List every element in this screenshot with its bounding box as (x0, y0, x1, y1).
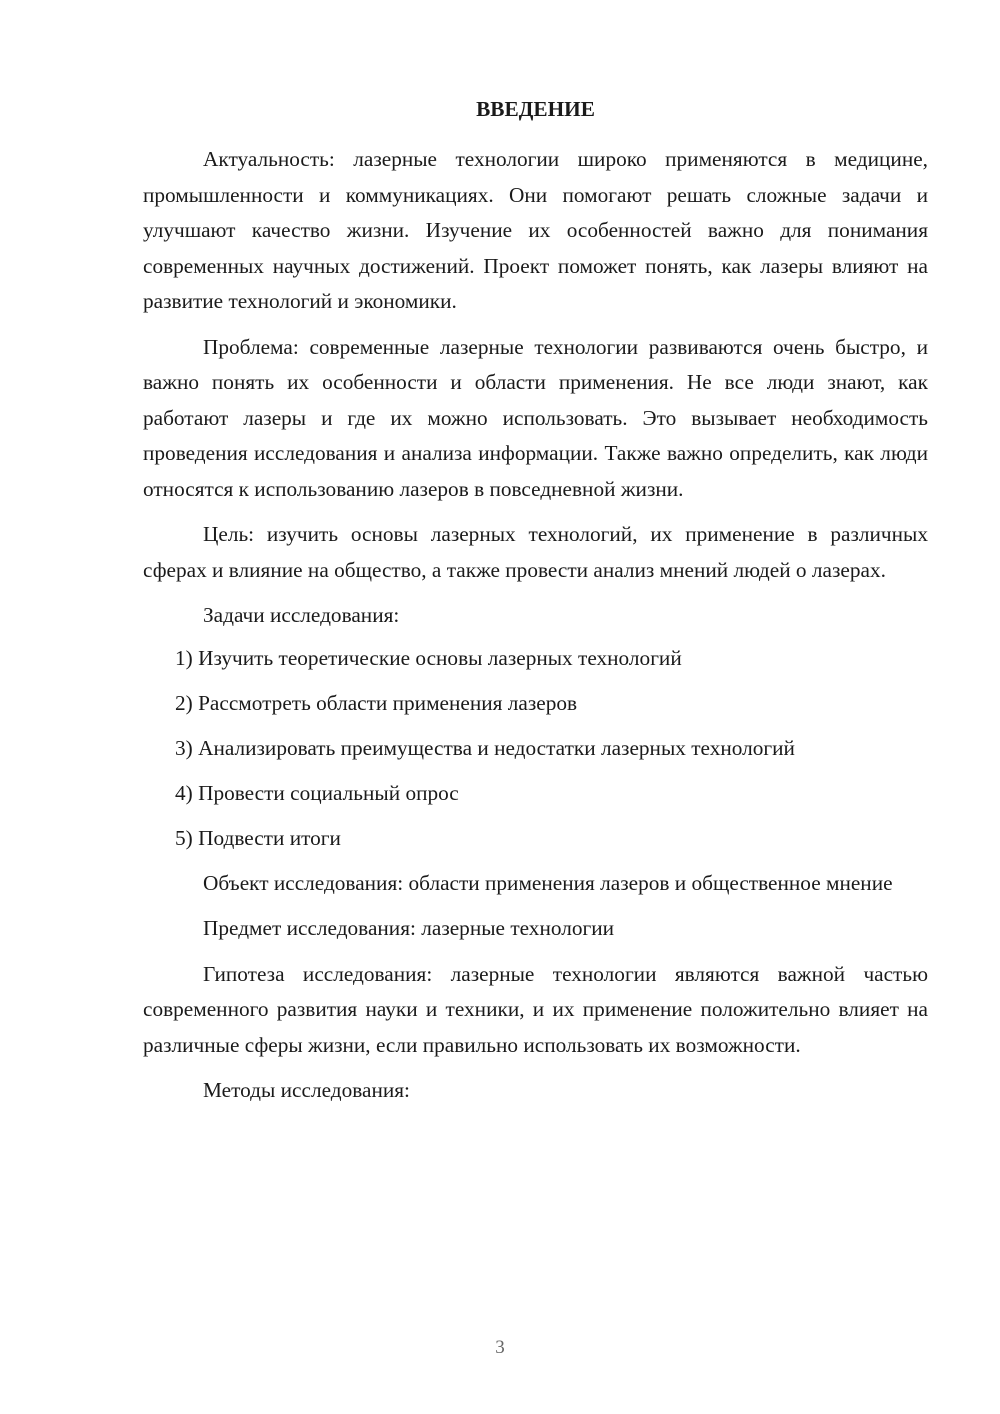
list-item: 4) Провести социальный опрос (175, 780, 459, 805)
object-paragraph: Объект исследования: области применения лазеров и общественное мнение (203, 870, 893, 895)
page-number: 3 (495, 1337, 505, 1358)
problem-paragraph: Проблема: современные лазерные технологии развиваются очень быстро, и важно понять их особенности и области применения. Не все люди знают, как работают лазеры и где их можно использовать. Это вызывает необходимость проведения исследования и анализа информации. Также важно определить, как люди относятся к использованию лазеров в повседневной жизни. (143, 334, 928, 501)
document-page (143, 94, 928, 1119)
list-item: 5) Подвести итоги (175, 825, 341, 850)
relevance-paragraph: Актуальность: лазерные технологии широко применяются в медицине, промышленности и коммуникациях. Они помогают решать сложные задачи и улучшают качество жизни. Изучение их особенностей важно для понимания современных научных достижений. Проект поможет понять, как лазеры влияют на развитие технологий и экономики. (143, 147, 928, 313)
tasks-list (143, 641, 928, 857)
list-item: 3) Анализировать преимущества и недостатки лазерных технологий (175, 735, 795, 760)
tasks-title: Задачи исследования: (203, 603, 400, 627)
list-item: 1) Изучить теоретические основы лазерных технологий (175, 645, 682, 670)
goal-paragraph: Цель: изучить основы лазерных технологий, их применение в различных сферах и влияние на общество, а также провести анализ мнений людей о лазерах. (143, 522, 928, 582)
hypothesis-paragraph: Гипотеза исследования: лазерные технологии являются важной частью современного развития науки и техники, и их применение положительно влияет на различные сферы жизни, если правильно использовать их возможности. (143, 961, 928, 1057)
methods-title: Методы исследования: (203, 1078, 410, 1102)
subject-paragraph: Предмет исследования: лазерные технологии (203, 916, 615, 940)
section-heading: ВВЕДЕНИЕ (476, 97, 595, 121)
list-item: 2) Рассмотреть области применения лазеров (175, 690, 578, 715)
